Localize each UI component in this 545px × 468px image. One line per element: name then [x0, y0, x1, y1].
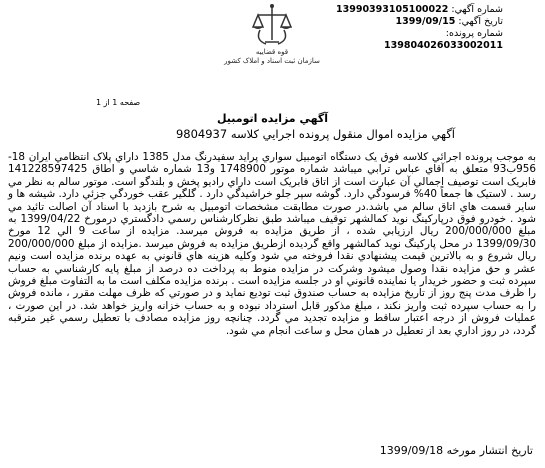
- case-number-label: شماره پرونده:: [445, 28, 503, 39]
- notice-meta: [303, 4, 503, 52]
- judiciary-emblem: [220, 2, 324, 72]
- page-title: آگهي مزايده اتومبيل: [216, 112, 329, 125]
- archive-number-row: [303, 40, 503, 52]
- archive-number: 139804026033002011: [384, 40, 503, 51]
- case-number-row: [303, 28, 503, 40]
- notice-body: [8, 151, 536, 337]
- notice-number: 13990393105100022: [336, 4, 449, 15]
- notice-number-label: شماره آگهي:: [451, 4, 503, 15]
- notice-date-label: تاريخ آگهي:: [458, 16, 503, 27]
- scales-of-justice-icon: [249, 2, 295, 48]
- notice-number-row: [303, 4, 503, 16]
- notice-date: 1399/09/15: [395, 16, 456, 27]
- page-indicator: صفحه 1 از 1: [96, 98, 141, 107]
- page-subtitle: آگهي مزايده اموال منقول پرونده اجرايي کلاسه 9804937: [175, 127, 455, 141]
- emblem-line2: سازمان ثبت اسناد و املاک کشور: [224, 57, 320, 65]
- publication-date: [380, 444, 533, 457]
- notice-date-row: [303, 16, 503, 28]
- publication-date-label: تاريخ انتشار مورخه: [446, 444, 533, 457]
- emblem-line1: قوه قضاييه: [255, 48, 289, 56]
- notice-body-paragraph: به موجب پرونده اجرائي کلاسه فوق يک دستگاه اتومبيل سواري پرايد سفيدرنگ مدل 1385 داراي پلاک انتظامي ايران 18-956ب93 متعلق به آقاي عباس ترابي ميباشد شماره موتور 1748900 و13 شماره شاسي و اطاق 141228597425 فابريک است توصيف اجمالي آن عبارت است از اتاق فابريک است داراي راديو پخش و بلندگو است. موتور سالم به نظر مي رسد . لاستيک ها جمعاً 40% فرسودگي دارد. گوشه سپر جلو خراشيدگي دارد . گلگير عقب خوردگي جزئي دارد. شيشه ها و ساير قسمت هاي اتاق سالم مي باشد.در صورت مطابقت مشخصات اتومبيل به شرح بازديد با اسناد آن اصالت تائيد مي شود . خودرو فوق درپارکينگ نويد کمالشهر توقيف ميباشد طبق نظرکارشناس رسمي دادگستري درمورخ 1399/04/22 به مبلغ 200/000/000 ريال ارزيابي شده ، از طريق مزايده به فروش ميرسد. مزايده از ساعت 9 الي 12 مورخ 1399/09/30 در محل پارکينگ نويد کمالشهر واقع گرديده ازطريق مزايده به فروش ميرسد .مزايده از مبلغ 200/000/000 ريال شروع و به بالاترين قيمت پيشنهادي نقدا فروخته مي شود وکليه هزينه هاي قانوني به عهده برنده مزايده است ونيم عشر و حق مزايده نقدا وصول ميشود وشرکت در مزايده منوط به پرداخت ده درصد از مبلغ پايه کارشناسي به حساب سپرده ثبت و حضور خريدار يا نماينده قانوني او در جلسه مزايده است . برنده مزايده مکلف است ما به التفاوت مبلغ فروش را ظرف مدت پنج روز از تاريخ مزايده به حساب صندوق ثبت توديع نمايد و در صورتي که ظرف مهلت مقرر ، مانده فروش را به حساب سپرده ثبت واريز نکند ، مبلغ مذکور قابل استرداد نبوده و به حساب خزانه واريز خواهد شد. در اين صورت ، عمليات فروش از درجه اعتبار ساقط و مزايده تجديد مي گردد. چنانچه روز مزايده مصادف با تعطيل رسمي غير مترقبه گردد، در روز اداري بعد از تعطيل در همان محل و ساعت انجام مي شود.: [8, 151, 537, 337]
- publication-date-value: 1399/09/18: [379, 444, 444, 457]
